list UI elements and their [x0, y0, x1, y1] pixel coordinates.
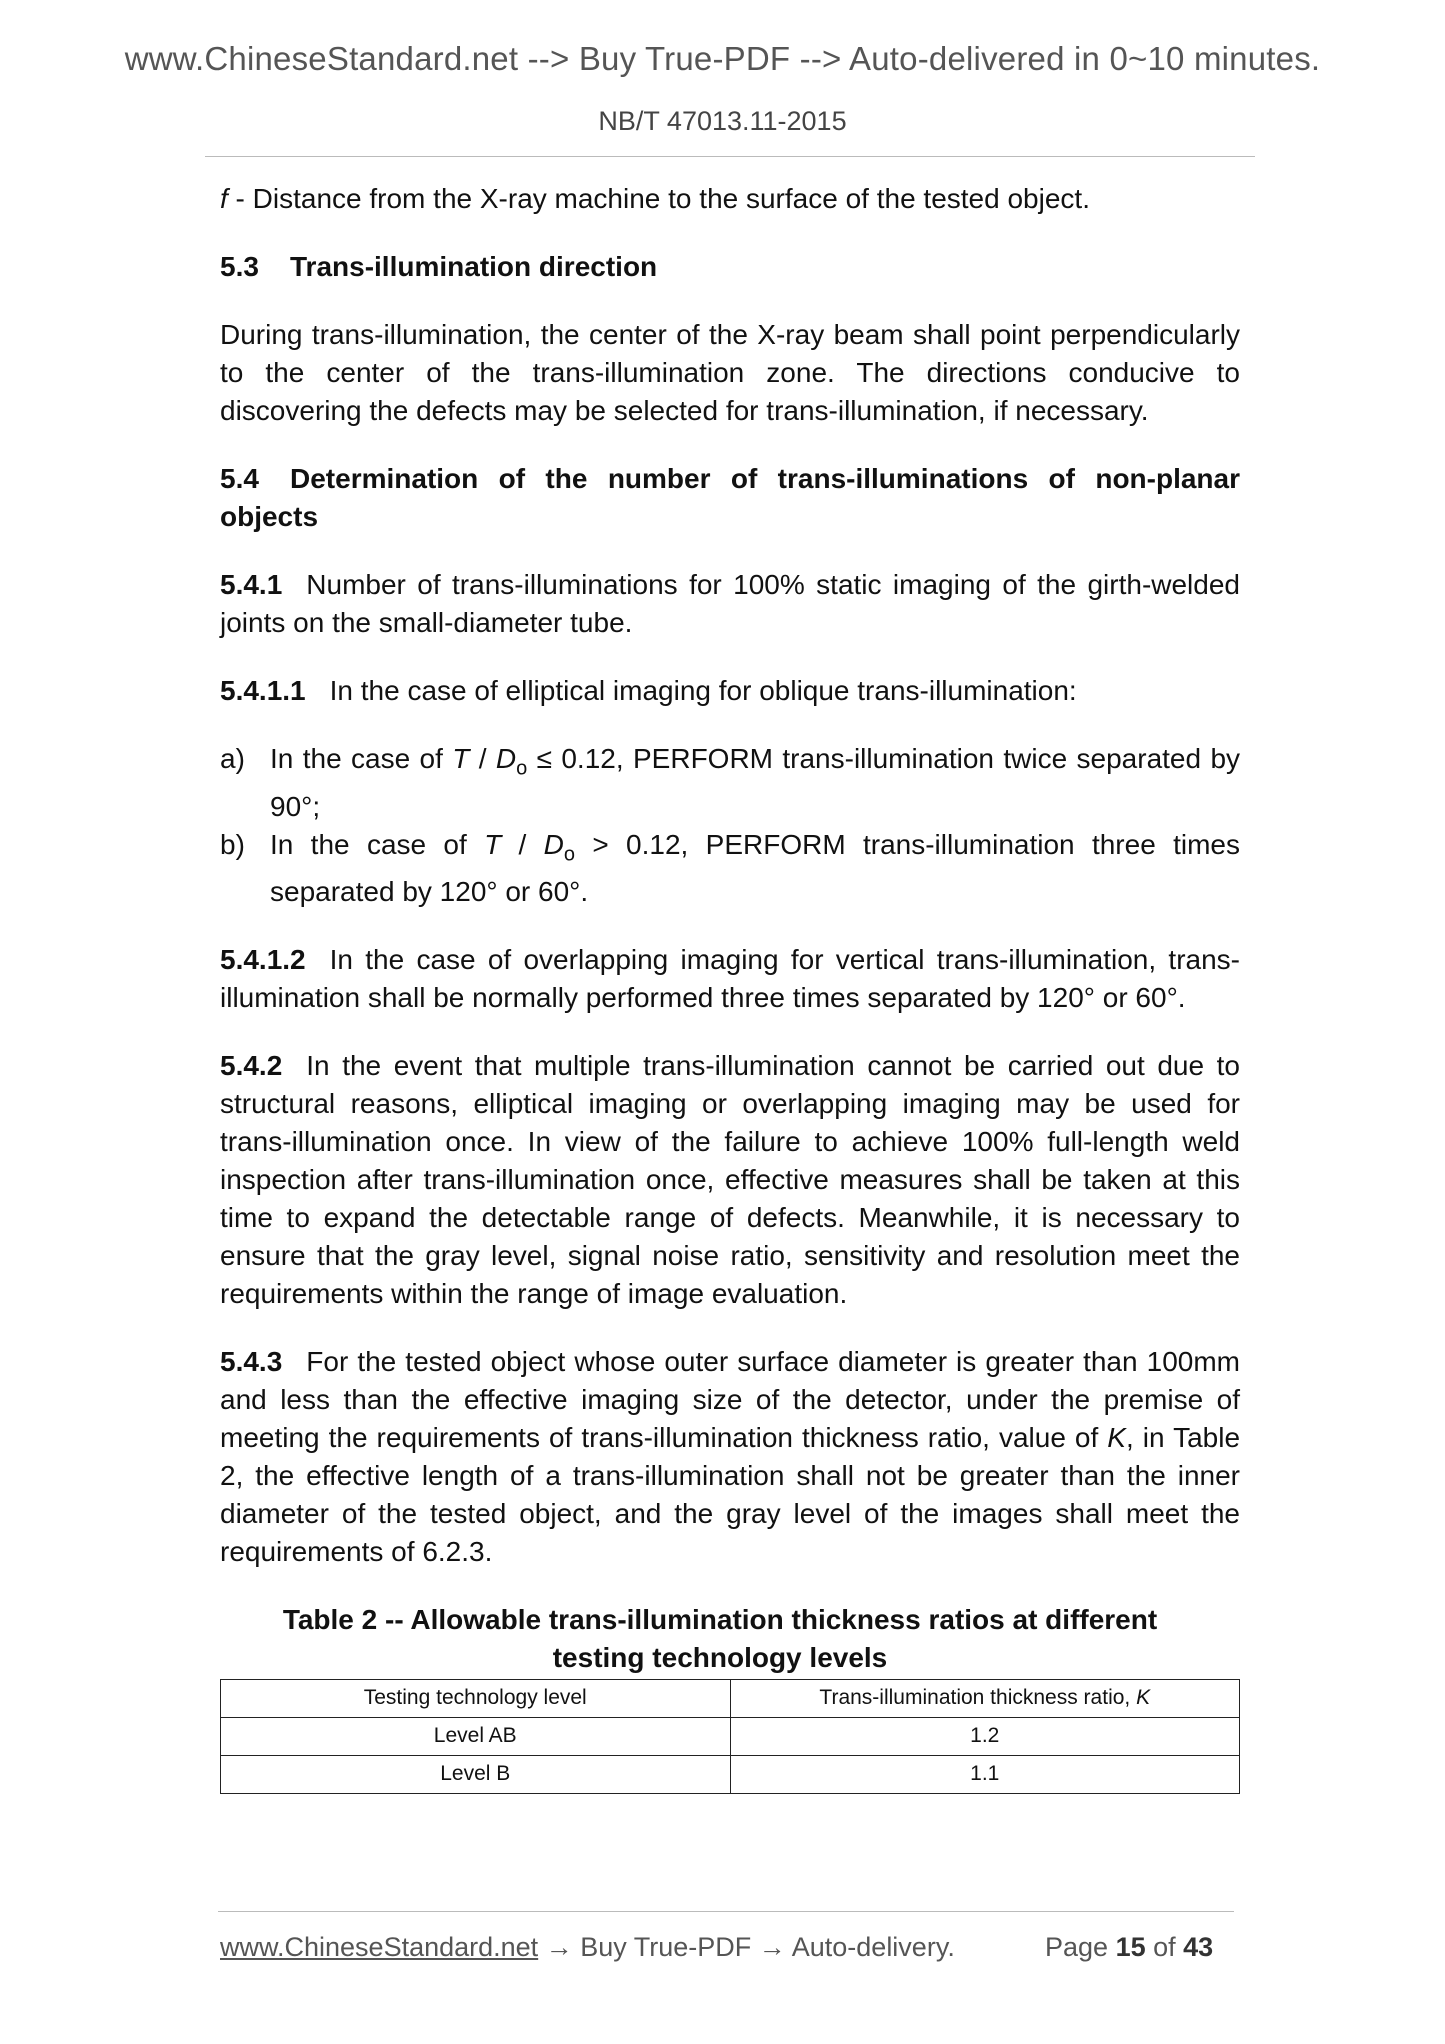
section-5-4-2: [220, 1047, 1240, 1313]
f-definition: [220, 180, 1240, 218]
list-marker: b): [220, 828, 245, 860]
clause-text: In the case of overlapping imaging for vertical trans-illumination, trans-illumination shall be normally performed three times separated by 120° or 60°.: [220, 944, 1240, 1014]
var-t: T: [452, 743, 470, 774]
footer-tail: → Buy True-PDF → Auto-delivery.: [538, 1932, 955, 1962]
top-banner: www.ChineseStandard.net --> Buy True-PDF --> Auto-delivered in 0~10 minutes.: [124, 40, 1321, 77]
table-row: [221, 1718, 1240, 1756]
clause-text: In the case of elliptical imaging for oblique trans-illumination:: [329, 675, 1077, 706]
slash: /: [501, 828, 544, 860]
list-text: In the case of: [270, 743, 453, 774]
cell-ratio: 1.1: [730, 1756, 1240, 1794]
section-5-3-heading: [220, 248, 1240, 286]
list-marker: a): [220, 743, 245, 774]
var-d: D: [495, 743, 517, 774]
page-indicator: [1045, 1932, 1213, 1963]
clause-number: 5.4.1.1: [220, 675, 306, 706]
cell-level: Level AB: [221, 1718, 731, 1756]
clause-text: Number of trans-illuminations for 100% static imaging of the girth-welded joints on the small-diameter tube.: [220, 569, 1240, 638]
section-5-3-text: During trans-illumination, the center of the X-ray beam shall point perpendicularly to the center of the trans-illumination zone. The directions conducive to discovering the defects may be selected for trans-illumination, if necessary.: [220, 319, 1240, 426]
clause-text: , in Table 2, the effective length of a trans-illumination shall not be greater than the inner diameter of the tested object, and the gray level of the images shall meet the requirements of 6.2.3.: [220, 1422, 1241, 1568]
footer-divider: [218, 1911, 1234, 1912]
section-5-4-3: [220, 1343, 1240, 1571]
table-row: [221, 1756, 1240, 1794]
list-item-a: [220, 740, 1240, 826]
cell-ratio: 1.2: [730, 1718, 1240, 1756]
list-text: In the case of: [270, 828, 485, 860]
table-title: Table 2 -- Allowable trans-illumination thickness ratios at different testing technology levels: [282, 1604, 1158, 1674]
clause-number: 5.4.1.2: [220, 944, 306, 976]
list-text: ≤ 0.12, PERFORM trans-illumination twice separated by 90°;: [270, 743, 1241, 822]
var-d: D: [543, 828, 564, 860]
section-number: 5.4: [220, 463, 259, 494]
col-header-ratio: [730, 1680, 1240, 1718]
thickness-ratio-table: [220, 1679, 1240, 1794]
subscript-o: o: [516, 757, 528, 780]
section-5-4-1: [220, 566, 1240, 642]
clause-number: 5.4.2: [220, 1050, 283, 1082]
list-text: > 0.12, PERFORM trans-illumination three times separated by 120° or 60°.: [270, 828, 1241, 908]
table-header-row: [221, 1680, 1240, 1718]
section-title: Determination of the number of trans-illuminations of non-planar objects: [220, 463, 1240, 532]
clause-text: For the tested object whose outer surface diameter is greater than 100mm and less than the effective imaging size of the detector, under the premise of meeting the requirements of trans-illumination thickness ratio, value of: [220, 1346, 1240, 1454]
section-5-4-heading: [220, 460, 1240, 536]
section-5-4-1-2: [220, 941, 1240, 1017]
section-5-4-1-1: [220, 672, 1240, 710]
page-number: 15: [1115, 1932, 1146, 1962]
cell-level: Level B: [221, 1756, 731, 1794]
header-text: Trans-illumination thickness ratio,: [819, 1686, 1137, 1710]
clause-text: In the event that multiple trans-illumination cannot be carried out due to structural reasons, elliptical imaging or overlapping imaging may be used for trans-illumination once. In view of the failure to achieve 100% full-length weld inspection after trans-illumination once, effective measures shall be taken at this time to expand the detectable range of defects. Meanwhile, it is necessary to ensure that the gray level, signal noise ratio, sensitivity and resolution meet the requirements within the range of image evaluation.: [220, 1050, 1240, 1310]
section-title: Trans-illumination direction: [290, 251, 658, 282]
f-definition-text: - Distance from the X-ray machine to the surface of the tested object.: [227, 183, 1090, 214]
footer-left: [220, 1932, 955, 1963]
subscript-o: o: [563, 843, 576, 866]
list-item-b: [220, 826, 1240, 912]
of-word: of: [1145, 1932, 1184, 1962]
var-t: T: [484, 828, 502, 860]
section-number: 5.3: [220, 251, 259, 282]
var-k: K: [1107, 1422, 1126, 1454]
condition-list: [220, 740, 1240, 911]
page-total: 43: [1183, 1932, 1214, 1962]
page-word: Page: [1045, 1932, 1116, 1962]
document-code: NB/T 47013.11-2015: [598, 106, 847, 136]
f-variable: f: [220, 183, 228, 214]
slash: /: [469, 743, 496, 774]
page-content: [220, 180, 1240, 1794]
var-k: K: [1136, 1686, 1151, 1710]
clause-number: 5.4.1: [220, 569, 283, 600]
col-header-level: Testing technology level: [221, 1680, 731, 1718]
clause-number: 5.4.3: [220, 1346, 283, 1378]
header-divider: [205, 156, 1255, 157]
footer-link[interactable]: www.ChineseStandard.net: [220, 1932, 539, 1962]
